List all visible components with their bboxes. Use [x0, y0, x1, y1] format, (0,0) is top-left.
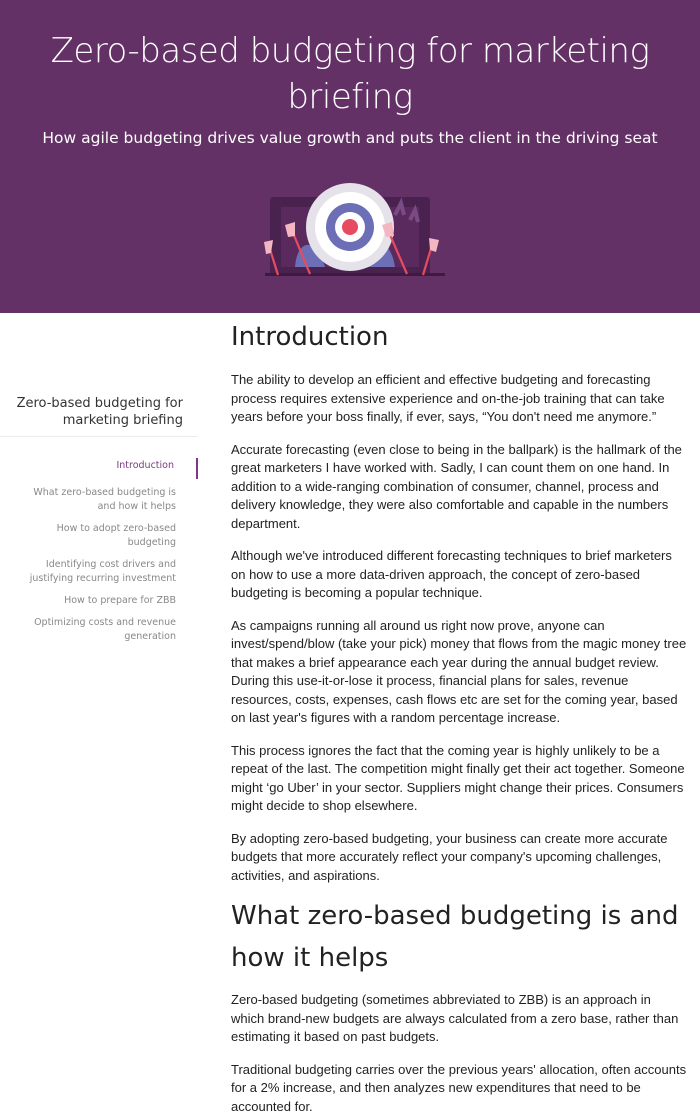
- hero-banner: [0, 0, 700, 313]
- target-illustration: [255, 180, 455, 285]
- paragraph: The ability to develop an efficient and effective budgeting and forecasting process requires extensive experience and on-the-job training that can take years before your boss finally, if ever, says, “You don't need me anymore.”: [231, 371, 687, 427]
- page-subtitle: How agile budgeting drives value growth and puts the client in the driving seat: [40, 128, 660, 148]
- sidebar: [0, 313, 198, 1077]
- sidebar-item-how-to-adopt[interactable]: How to adopt zero-based budgeting: [0, 522, 198, 550]
- paragraph: Accurate forecasting (even close to being in the ballpark) is the hallmark of the great marketers I have worked with. Sadly, I can count them on one hand. In addition to a wide-ranging combination of consumer, channel, process and delivery knowledge, they were also comfortable and capable in the numbers department.: [231, 441, 687, 534]
- paragraph: As campaigns running all around us right now prove, anyone can invest/spend/blow (take your pick) money that flows from the magic money tree that makes a brief appearance each year during the annual budget review. During this use-it-or-lose it process, financial plans for sales, revenue resources, costs, expenses, cash flows etc are set for the coming year, based on last year's figures with a random percentage increase.: [231, 617, 687, 728]
- sidebar-item-introduction[interactable]: Introduction: [0, 458, 198, 479]
- sidebar-divider: [0, 436, 198, 437]
- target-icon: [306, 183, 394, 271]
- section-heading-what-zbb-is: What zero-based budgeting is and how it helps: [231, 895, 687, 979]
- sidebar-item-cost-drivers[interactable]: Identifying cost drivers and justifying recurring investment: [0, 558, 198, 586]
- page-title: Zero-based budgeting for marketing briefing: [40, 28, 660, 120]
- sidebar-item-what-zbb-is[interactable]: What zero-based budgeting is and how it helps: [0, 486, 198, 514]
- paragraph: By adopting zero-based budgeting, your business can create more accurate budgets that more accurately reflect your company's upcoming challenges, activities, and aspirations.: [231, 830, 687, 886]
- paragraph: Although we've introduced different forecasting techniques to brief marketers on how to use a more data-driven approach, the concept of zero-based budgeting is becoming a popular technique.: [231, 547, 687, 603]
- section-heading-introduction: Introduction: [231, 316, 687, 358]
- paragraph: Zero-based budgeting (sometimes abbreviated to ZBB) is an approach in which brand-new budgets are always calculated from a zero base, rather than estimating it based on past budgets.: [231, 991, 687, 1047]
- paragraph: This process ignores the fact that the coming year is highly unlikely to be a repeat of the last. The competition might finally get their act together. Someone might ‘go Uber’ in your sector. Suppliers might change their prices. Consumers might decide to shop elsewhere.: [231, 742, 687, 816]
- sidebar-title: Zero-based budgeting for marketing briefing: [13, 395, 183, 429]
- table-of-contents: [0, 458, 198, 652]
- sidebar-item-optimizing-costs[interactable]: Optimizing costs and revenue generation: [0, 616, 198, 644]
- paragraph: Traditional budgeting carries over the previous years' allocation, often accounts for a 2% increase, and then analyzes new expenditures that need to be accounted for.: [231, 1061, 687, 1116]
- article-content: [231, 313, 687, 1116]
- sidebar-item-prepare-for-zbb[interactable]: How to prepare for ZBB: [0, 594, 198, 608]
- ground-line: [265, 273, 445, 276]
